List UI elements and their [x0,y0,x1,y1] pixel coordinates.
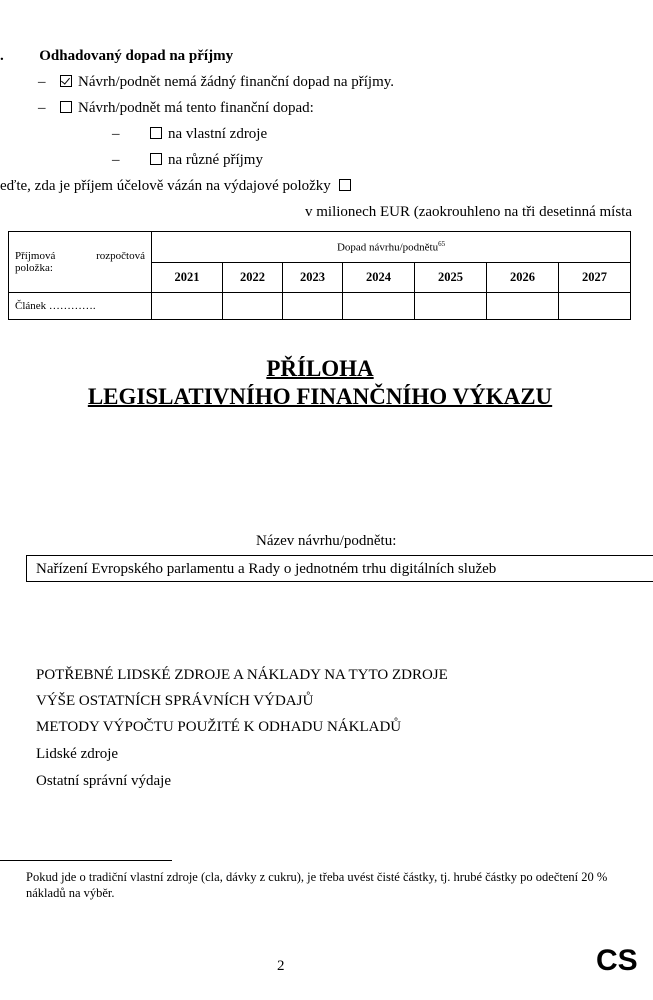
option-no-impact [38,74,394,91]
section-number: . [0,48,4,64]
annex-item-cost-methods: METODY VÝPOČTU POUŽITÉ K ODHADU NÁKLADŮ [36,719,402,735]
budget-line-header [9,232,152,293]
table-cell [487,293,559,320]
annex-title-line2: LEGISLATIVNÍHO FINANČNÍHO VÝKAZU [87,384,553,409]
footnote-line1: Pokud jde o tradiční vlastní zdroje (cla, dávky z cukru), je třeba uvést čisté částky, tj. hrubé částky po odečtení 20 % [26,870,608,884]
year-header: 2023 [283,263,343,293]
year-header: 2022 [223,263,283,293]
table-cell [152,293,223,320]
option-no-impact-label: Návrh/podnět nemá žádný finanční dopad na příjmy. [78,74,395,90]
sub-option-own-resources [112,126,267,143]
year-header: 2024 [343,263,415,293]
checked-checkbox-icon[interactable] [60,75,72,87]
annex-item-other-admin: Ostatní správní výdaje [36,773,171,789]
year-header: 2025 [415,263,487,293]
section-heading-text: Odhadovaný dopad na příjmy [39,48,234,64]
proposal-name: Nařízení Evropského parlamentu a Rady o jednotném trhu digitálních služeb [36,561,497,577]
units-note: v milionech EUR (zaokrouhleno na tři desetinná místa [305,204,632,220]
budget-line-header-right: rozpočtová [96,250,145,262]
sub-option-misc-revenue [112,152,263,169]
revenue-impact-table [8,231,631,320]
option-has-impact [38,100,314,117]
list-dash: – [38,74,46,90]
footnote-separator [0,860,172,861]
page-number: 2 [277,958,285,974]
table-cell [343,293,415,320]
list-dash: – [112,126,120,142]
footnote-line2: nákladů na výběr. [26,886,115,900]
earmark-question-text: eďte, zda je příjem účelově vázán na výdajové položky [0,178,331,194]
table-cell [559,293,631,320]
budget-line-header-line2: položka: [15,262,53,274]
annex-item-human-resources: Lidské zdroje [36,746,119,762]
option-has-impact-label: Návrh/podnět má tento finanční dopad: [78,100,314,116]
year-header: 2026 [487,263,559,293]
annex-title-line1: PŘÍLOHA [266,356,374,381]
proposal-name-box [26,555,653,582]
table-cell [223,293,283,320]
list-dash: – [112,152,120,168]
table-row [9,293,631,320]
article-cell: Článek …………. [9,293,152,320]
year-header: 2027 [559,263,631,293]
unchecked-checkbox-icon[interactable] [60,101,72,113]
unchecked-checkbox-icon[interactable] [150,153,162,165]
table-cell [415,293,487,320]
section-heading [0,48,233,65]
table-cell [283,293,343,320]
annex-item-human-resources-costs: POTŘEBNÉ LIDSKÉ ZDROJE A NÁKLADY NA TYTO ZDROJE [36,667,448,683]
proposal-name-label: Název návrhu/podnětu: [256,533,397,549]
sub-option-own-label: na vlastní zdroje [168,126,268,142]
impact-header-text: Dopad návrhu/podnětu [336,241,439,254]
annex-item-other-admin-expenditure: VÝŠE OSTATNÍCH SPRÁVNÍCH VÝDAJŮ [36,693,314,709]
budget-line-header-left: Příjmová [15,250,56,262]
year-header: 2021 [152,263,223,293]
impact-header [152,232,631,263]
earmark-question [0,178,357,195]
footnote-ref: 65 [438,240,446,249]
list-dash: – [38,100,46,116]
language-code: CS [596,944,638,977]
sub-option-misc-label: na různé příjmy [168,152,263,168]
unchecked-checkbox-icon[interactable] [150,127,162,139]
unchecked-checkbox-icon[interactable] [339,179,351,191]
